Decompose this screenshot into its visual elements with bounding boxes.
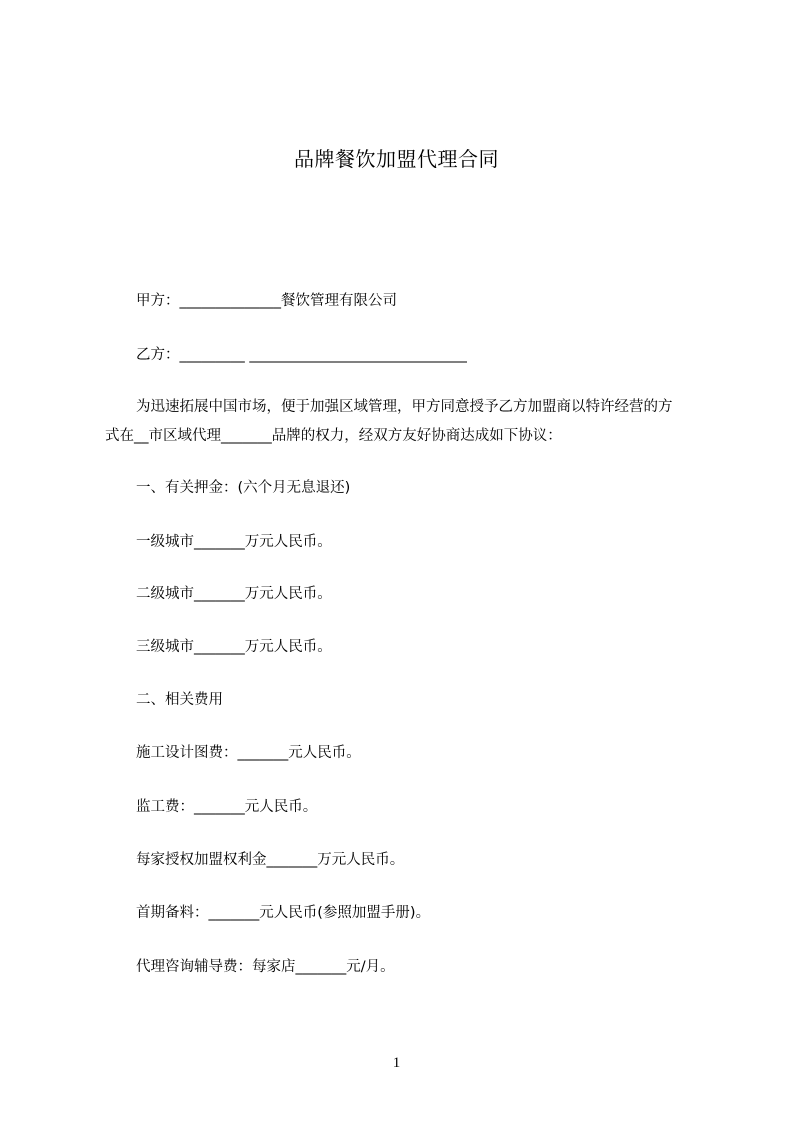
party-b-line: 乙方：_________ ______________________________ bbox=[136, 347, 467, 363]
tier3-city-deposit: 三级城市_______万元人民币。 bbox=[136, 639, 332, 655]
franchise-fee-line: 每家授权加盟权利金_______万元人民币。 bbox=[136, 852, 405, 868]
consulting-fee-line: 代理咨询辅导费：每家店_______元/月。 bbox=[136, 959, 395, 975]
section-fees-heading: 二、相关费用 bbox=[136, 692, 223, 708]
document-title: 品牌餐饮加盟代理合同 bbox=[294, 147, 499, 171]
initial-stock-line: 首期备料：_______元人民币(参照加盟手册)。 bbox=[136, 905, 431, 921]
party-a-line: 甲方：______________餐饮管理有限公司 bbox=[136, 293, 397, 309]
supervision-fee-line: 监工费：_______元人民币。 bbox=[136, 799, 318, 815]
page-number: 1 bbox=[392, 1055, 401, 1071]
design-fee-line: 施工设计图费：_______元人民币。 bbox=[136, 745, 361, 761]
section-deposit-heading: 一、有关押金：(六个月无息退还) bbox=[136, 480, 351, 496]
intro-paragraph: 为迅速拓展中国市场，便于加强区域管理，甲方同意授予乙方加盟商以特许经营的方式在__市区域代理_______品牌的权力，经双方友好协商达成如下协议： bbox=[105, 399, 673, 444]
tier2-city-deposit: 二级城市_______万元人民币。 bbox=[136, 586, 332, 602]
tier1-city-deposit: 一级城市_______万元人民币。 bbox=[136, 534, 332, 550]
